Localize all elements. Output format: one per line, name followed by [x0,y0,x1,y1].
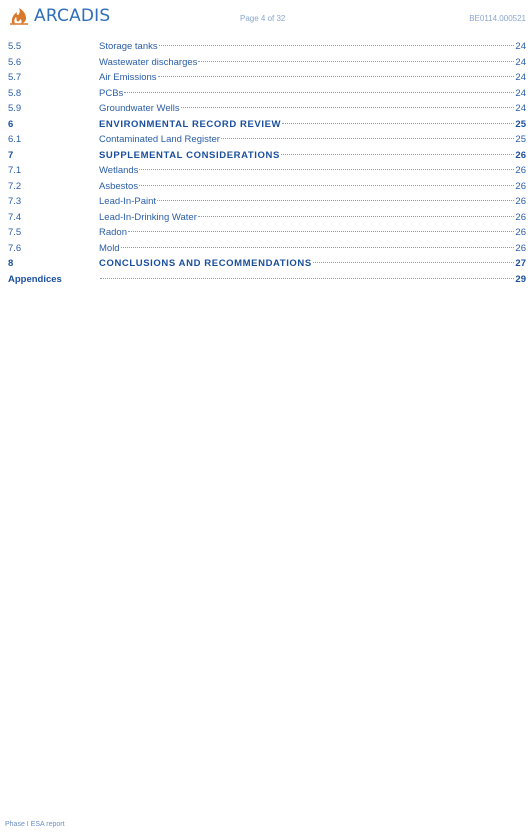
toc-section-number: 7.1 [8,165,22,176]
toc-page-number: 26 [515,165,526,176]
toc-page-number: 26 [515,180,526,192]
toc-section-title: CONCLUSIONS AND RECOMMENDATIONS [99,258,312,269]
toc-entry[interactable] [8,132,526,148]
toc-entry[interactable] [8,55,526,71]
toc-section-number: 7.5 [8,227,22,238]
toc-dot-leader [281,154,515,155]
toc-entry[interactable] [8,117,526,133]
toc-dot-leader [124,92,514,93]
toc-entry[interactable] [8,210,526,226]
toc-dot-leader [139,169,514,170]
toc-page-number: 24 [515,103,526,114]
toc-entry[interactable] [8,194,526,210]
toc-page-number: 24 [515,87,526,99]
toc-dot-leader [313,262,515,263]
toc-section-title: Storage tanks [99,41,158,52]
toc-section-number: 5.9 [8,103,22,114]
toc-section-title: Wetlands [99,165,139,176]
toc-dot-leader [139,185,514,186]
document-code: BE0114.000521 [469,14,526,23]
toc-section-title: Contaminated Land Register [99,134,220,145]
toc-entry[interactable] [8,225,526,241]
toc-entry[interactable] [8,70,526,86]
toc-page-number: 25 [515,134,526,145]
toc-dot-leader [181,107,515,108]
toc-page-number: 24 [515,56,526,68]
toc-page-number: 26 [515,227,526,238]
toc-entry[interactable] [8,86,526,102]
toc-section-number: 5.5 [8,41,22,52]
toc-entry[interactable] [8,39,526,55]
toc-section-number: 7.2 [8,180,22,192]
toc-page-number: 25 [515,118,526,130]
toc-dot-leader [100,278,514,279]
toc-section-number: 8 [8,258,14,269]
toc-section-number: 5.8 [8,87,22,99]
toc-entry[interactable] [8,163,526,179]
toc-page-number: 26 [515,211,526,223]
page-header [0,0,532,34]
arcadis-logo [8,6,110,26]
toc-dot-leader [198,61,514,62]
toc-entry[interactable] [8,148,526,164]
page-number: Page 4 of 32 [240,14,286,23]
toc-page-number: 27 [515,258,526,269]
toc-section-title: Lead-In-Paint [99,196,157,207]
toc-entry[interactable] [8,272,526,288]
toc-section-number: 7.3 [8,196,22,207]
toc-entry[interactable] [8,179,526,195]
logo-wordmark: ARCADIS [34,6,111,26]
toc-dot-leader [121,247,515,248]
toc-dot-leader [282,123,514,124]
toc-section-number: Appendices [8,273,62,285]
toc-section-number: 6.1 [8,134,22,145]
toc-section-title: PCBs [99,87,124,99]
toc-section-title: SUPPLEMENTAL CONSIDERATIONS [99,149,280,161]
toc-section-title: Radon [99,227,127,238]
toc-dot-leader [159,45,515,46]
toc-section-title: Mold [99,242,120,254]
toc-page-number: 26 [515,196,526,207]
toc-entry[interactable] [8,256,526,272]
toc-dot-leader [198,216,515,217]
toc-section-number: 5.6 [8,56,22,68]
toc-section-number: 7.6 [8,242,22,254]
toc-page-number: 29 [515,273,526,285]
toc-dot-leader [158,76,515,77]
toc-page-number: 26 [515,242,526,254]
toc-dot-leader [221,138,514,139]
toc-section-number: 7 [8,149,14,161]
toc-section-title: Lead-In-Drinking Water [99,211,197,223]
table-of-contents [8,39,526,287]
toc-page-number: 26 [515,149,526,161]
toc-section-title: Wastewater discharges [99,56,198,68]
toc-section-title: Asbestos [99,180,139,192]
toc-section-number: 7.4 [8,211,22,223]
toc-entry[interactable] [8,241,526,257]
toc-page-number: 24 [515,72,526,83]
toc-dot-leader [157,200,514,201]
toc-section-title: ENVIRONMENTAL RECORD REVIEW [99,118,282,130]
toc-section-number: 6 [8,118,14,130]
toc-dot-leader [128,231,514,232]
toc-page-number: 24 [515,41,526,52]
arcadis-flame-logo-icon [8,6,30,26]
toc-section-title: Air Emissions [99,72,157,83]
toc-section-title: Groundwater Wells [99,103,180,114]
toc-section-number: 5.7 [8,72,22,83]
toc-entry[interactable] [8,101,526,117]
page-footer: Phase I ESA report [5,821,65,828]
